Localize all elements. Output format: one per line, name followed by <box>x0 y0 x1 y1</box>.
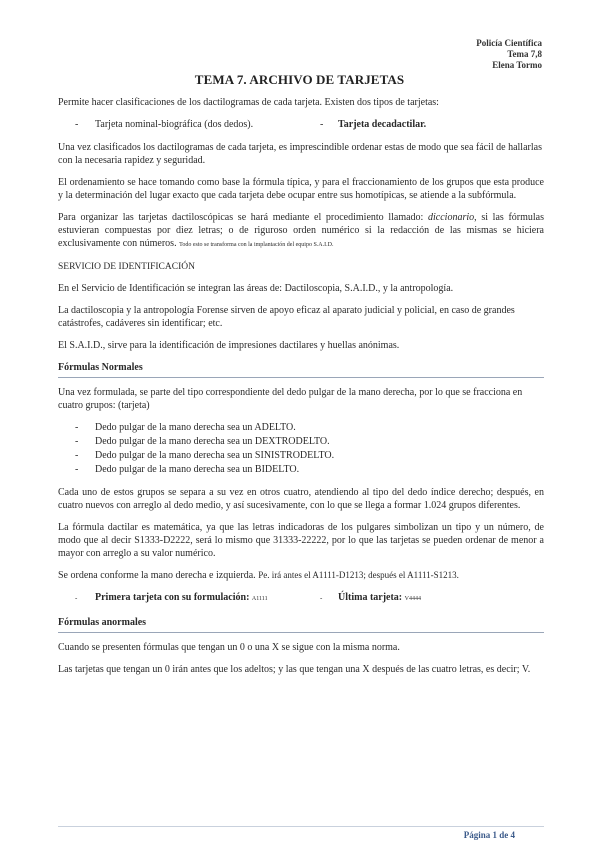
last-card-value: V4444 <box>404 596 421 602</box>
list-dash: - <box>75 119 79 130</box>
last-card <box>320 591 421 606</box>
page-number: Página 1 de 4 <box>463 830 515 840</box>
list-dash: - <box>320 594 323 602</box>
first-card-value: A1111 <box>251 596 268 602</box>
paragraph-order-hands-text: Se ordena conforme la mano derecha e izquierda. <box>58 570 256 581</box>
first-card-label: Primera tarjeta con su formulación: <box>95 592 250 603</box>
service-heading: SERVICIO DE IDENTIFICACIÓN <box>58 262 195 272</box>
list-item: - Dedo pulgar de la mano derecha sea un SINISTRODELTO. <box>75 450 335 461</box>
card-type-decadactilar-label: Tarjeta decadactilar. <box>338 119 427 130</box>
list-dash: - <box>320 119 324 130</box>
paragraph-dactiloscopia: La dactiloscopia y la antropología Forense sirven de apoyo eficaz al aparato judicial y policial, en caso de grandes catástrofes, cadáveres sin identificar; etc. <box>58 305 515 329</box>
paragraph-abnormal: Cuando se presenten fórmulas que tengan un 0 o una X se sigue con la misma norma. <box>58 642 400 653</box>
paragraph-organize-text: Para organizar las tarjetas dactiloscópicas se hará mediante el procedimiento llamado: <box>58 212 424 223</box>
list-item: - Dedo pulgar de la mano derecha sea un BIDELTO. <box>75 464 300 475</box>
list-dash: - <box>75 594 78 602</box>
paragraph-organize <box>58 211 544 252</box>
first-card <box>58 591 320 606</box>
document-body <box>58 96 544 685</box>
section-heading-normal: Fórmulas Normales <box>58 361 544 378</box>
paragraph-ordering: Una vez clasificados los dactilogramas de cada tarjeta, es imprescindible ordenar estas de modo que sea fácil de hallarlas con la necesaria rapidez y seguridad. <box>58 142 542 166</box>
section-heading-abnormal: Fórmulas anormales <box>58 616 544 633</box>
thumb-type-list <box>58 421 544 476</box>
last-card-label: Última tarjeta: <box>338 592 403 603</box>
list-item-text: Dedo pulgar de la mano derecha sea un ADELTO. <box>95 422 296 433</box>
card-type-nominal-label: Tarjeta nominal-biográfica (dos dedos). <box>95 119 254 130</box>
paragraph-normal-formula: Una vez formulada, se parte del tipo correspondiente del dedo pulgar de la mano derecha, por lo que se fracciona en cuatro grupos: (tarjeta) <box>58 387 523 411</box>
list-item-text: Dedo pulgar de la mano derecha sea un BIDELTO. <box>95 464 300 475</box>
header-author: Elena Tormo <box>492 60 542 70</box>
card-type-nominal <box>58 118 320 131</box>
card-type-decadactilar <box>320 118 426 131</box>
paragraph-formula: El ordenamiento se hace tomando como base la fórmula típica, y para el fraccionamiento de los grupos que esta produce y la determinación del lugar exacto que cada tarjeta debe ocupar entre sus homotípicas, se atiende a la subfórmula. <box>58 177 544 201</box>
header-topic: Tema 7,8 <box>507 49 542 59</box>
card-types-list <box>58 118 544 131</box>
list-item-text: Dedo pulgar de la mano derecha sea un DEXTRODELTO. <box>95 436 330 447</box>
intro-paragraph: Permite hacer clasificaciones de los dactilogramas de cada tarjeta. Existen dos tipos de tarjetas: <box>58 97 439 108</box>
paragraph-organize-italic: diccionario <box>428 212 475 223</box>
page-title: TEMA 7. ARCHIVO DE TARJETAS <box>194 72 405 87</box>
paragraph-groups: Cada uno de estos grupos se separa a su vez en otros cuatro, atendiendo al tipo del dedo índice derecho; después, en cuatro nuevos con arreglo al dedo medio, y así sucesivamente, con lo que se llega a formar 1.024 grupos diferentes. <box>58 487 544 511</box>
page-header <box>476 38 542 71</box>
paragraph-organize-note: Todo esto se transforma con la implantación del equipo S.A.I.D. <box>179 242 334 248</box>
header-subject: Policía Científica <box>476 38 542 48</box>
footer-divider <box>58 826 544 827</box>
paragraph-organize-text-2: , si las fórmulas estuvieran compuestas por diez letras; o de riguroso orden numérico si la redacción de las mismas se hiciera exclusivamente con números. <box>58 212 544 249</box>
first-last-cards <box>58 591 544 606</box>
paragraph-abnormal-order: Las tarjetas que tengan un 0 irán antes que los adeltos; y las que tengan una X después de las cuatro letras, es decir; V. <box>58 664 531 675</box>
paragraph-said: El S.A.I.D., sirve para la identificación de impresiones dactilares y huellas anónimas. <box>58 340 400 351</box>
paragraph-mathematical: La fórmula dactilar es matemática, ya que las letras indicadoras de los pulgares simbolizan un tipo y un número, de modo que al decir S1333-D2222, será lo mismo que 31333-22222, por lo que las tarjetas se pueden ordenar de menor a mayor con arreglo a su valor numérico. <box>58 522 544 559</box>
paragraph-service: En el Servicio de Identificación se integran las áreas de: Dactiloscopia, S.A.I.D., y la antropología. <box>58 283 454 294</box>
list-item: - Dedo pulgar de la mano derecha sea un DEXTRODELTO. <box>75 436 330 447</box>
paragraph-order-hands-example: Pe. irá antes el A1111-D1213; después el A1111-S1213. <box>258 570 459 580</box>
list-item: - Dedo pulgar de la mano derecha sea un ADELTO. <box>75 422 296 433</box>
paragraph-order-hands <box>58 569 544 582</box>
list-item-text: Dedo pulgar de la mano derecha sea un SINISTRODELTO. <box>95 450 335 461</box>
